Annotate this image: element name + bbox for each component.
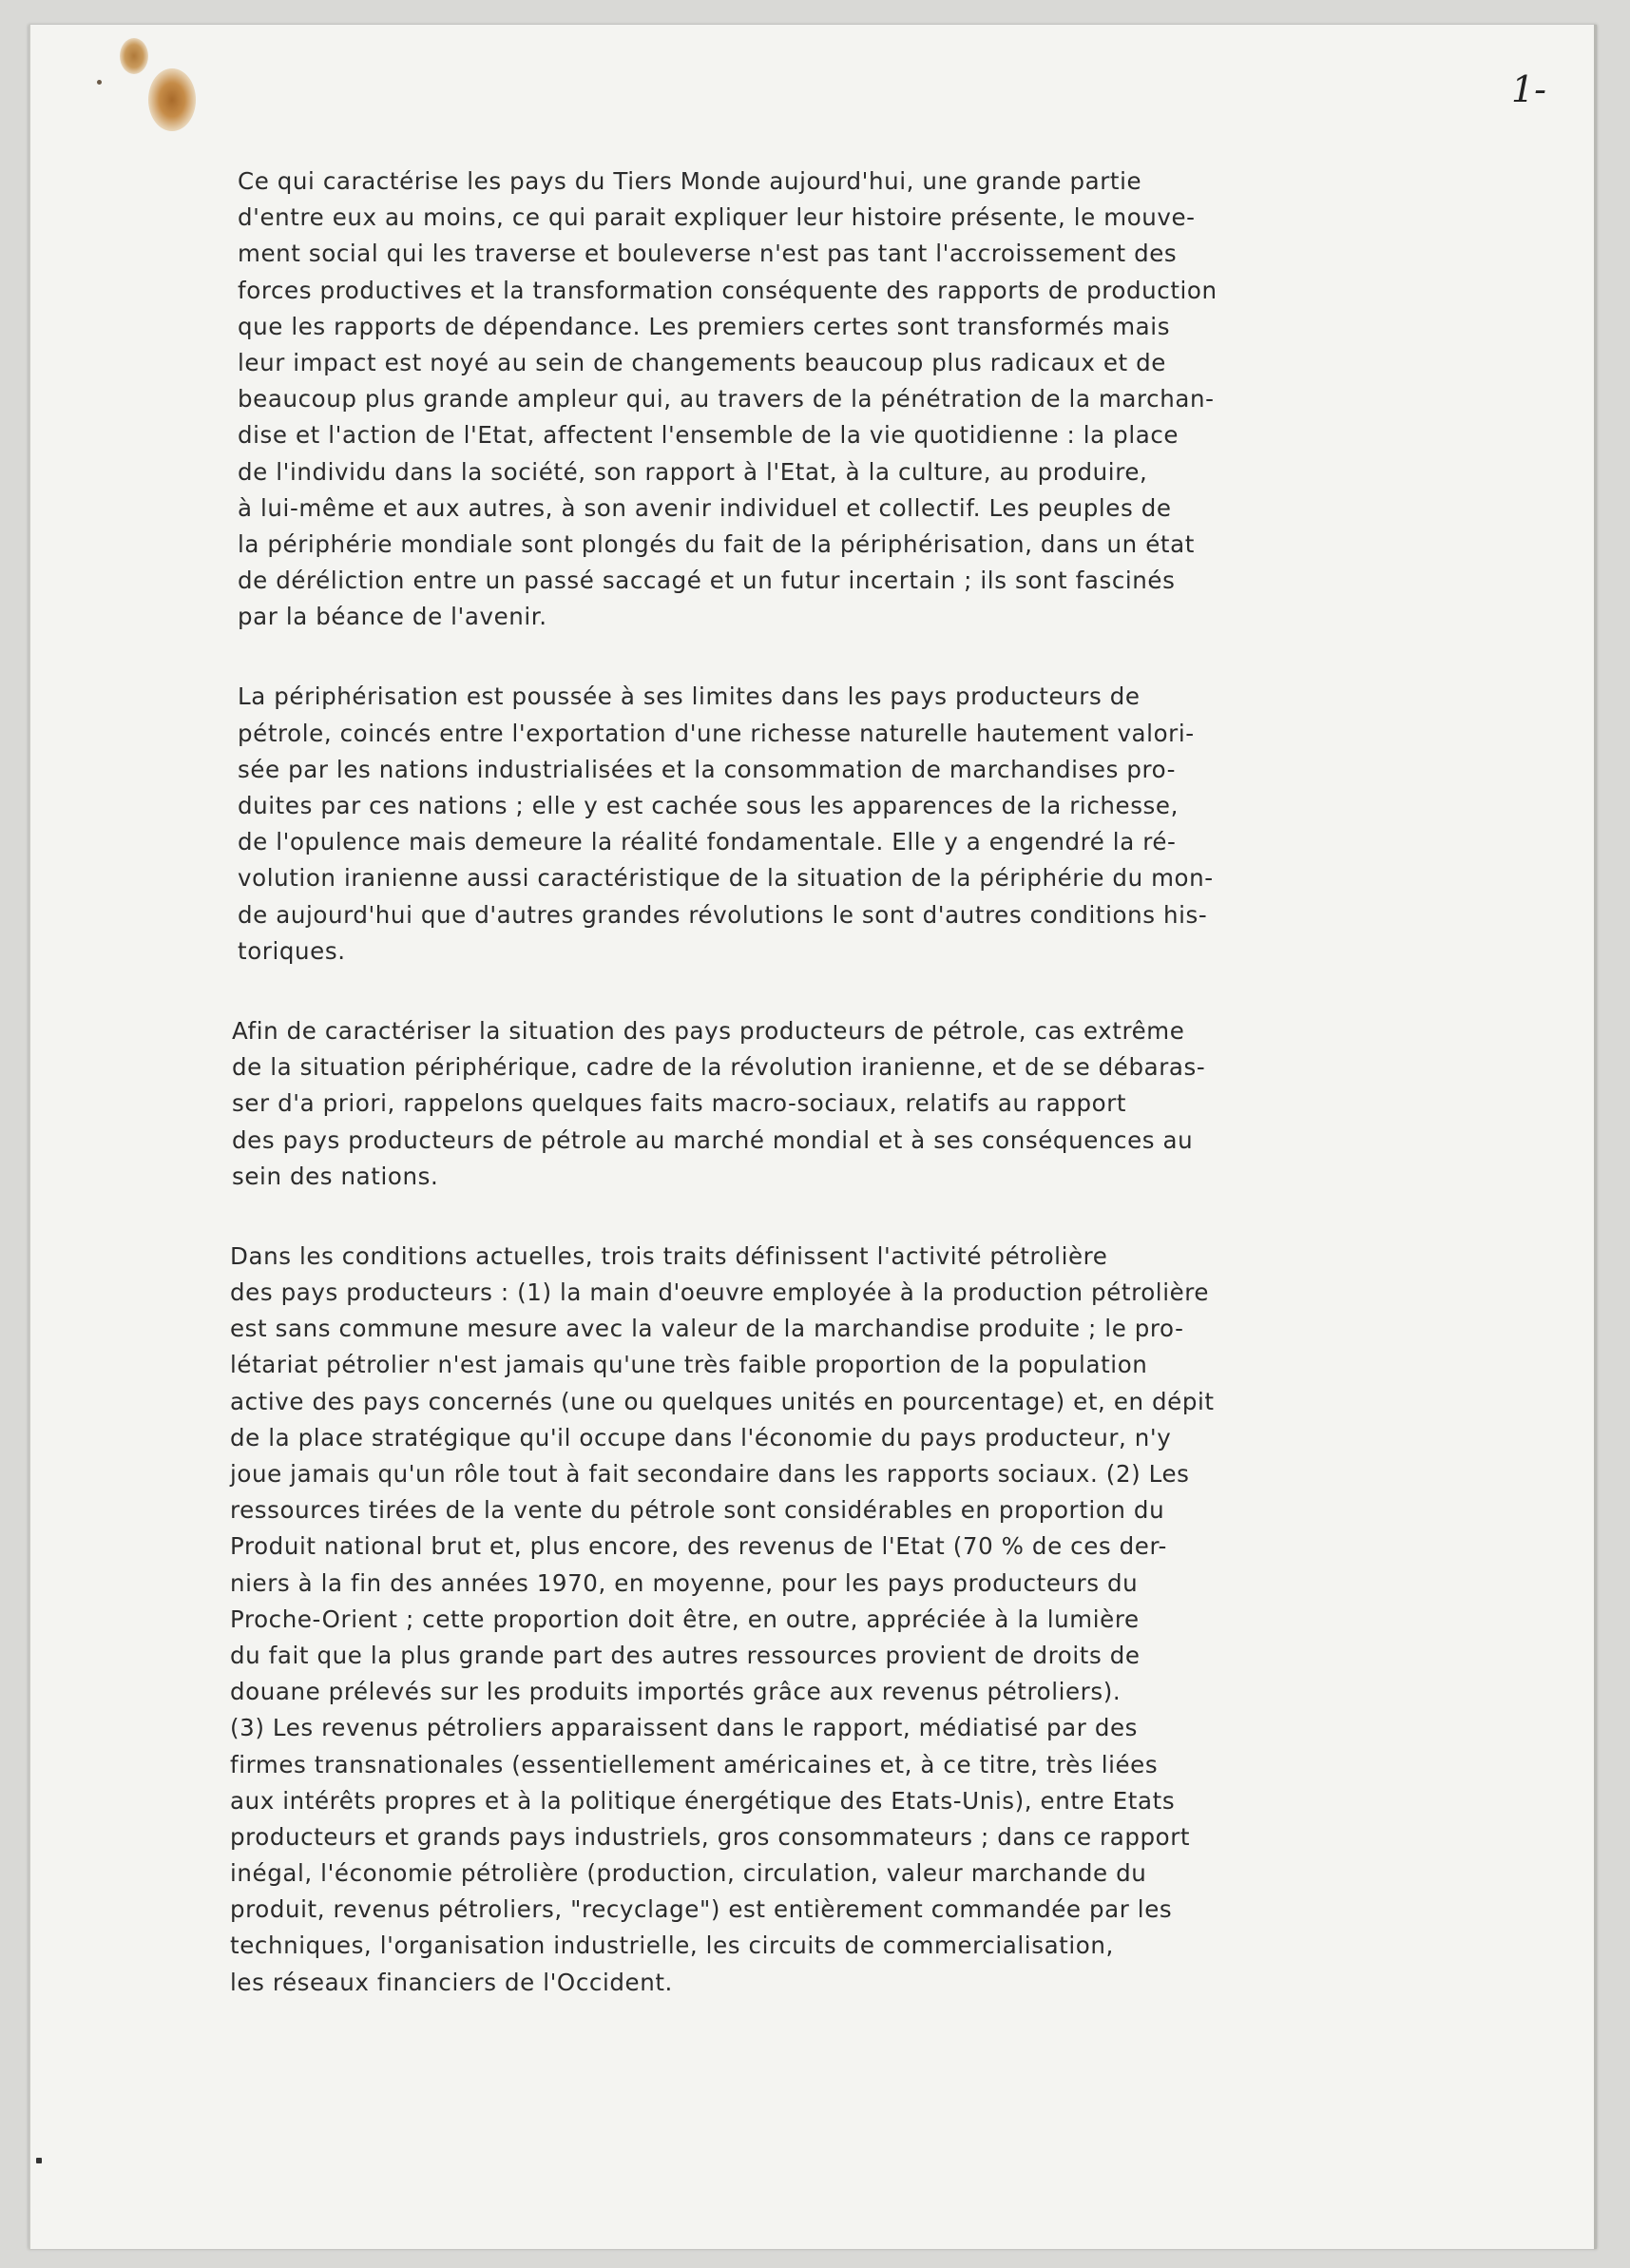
ink-speck <box>97 80 102 85</box>
text-line: active des pays concernés (une ou quelques unités en pourcentage) et, en dépit <box>230 1387 1215 1415</box>
paragraph-1 <box>238 163 1559 635</box>
paragraph-4 <box>230 1239 1559 2001</box>
stain-mark <box>148 68 196 131</box>
text-line: est sans commune mesure avec la valeur de la marchandise produite ; le pro- <box>230 1315 1184 1343</box>
text-line: sée par les nations industrialisées et la consommation de marchandises pro- <box>238 755 1177 783</box>
text-line: létariat pétrolier n'est jamais qu'une très faible proportion de la population <box>230 1351 1148 1379</box>
text-line: beaucoup plus grande ampleur qui, au travers de la pénétration de la marchan- <box>238 385 1215 413</box>
text-line: producteurs et grands pays industriels, gros consommateurs ; dans ce rapport <box>230 1822 1191 1851</box>
text-line: La périphérisation est poussée à ses limites dans les pays producteurs de <box>238 682 1141 711</box>
text-line: des pays producteurs de pétrole au marché mondial et à ses conséquences au <box>232 1125 1194 1154</box>
sheet-right-edge <box>1594 25 1597 2249</box>
text-line: joue jamais qu'un rôle tout à fait secondaire dans les rapports sociaux. (2) Les <box>230 1460 1190 1488</box>
text-line: Ce qui caractérise les pays du Tiers Monde aujourd'hui, une grande partie <box>238 167 1142 195</box>
text-line: pétrole, coincés entre l'exportation d'une richesse naturelle hautement valori- <box>238 719 1195 747</box>
text-line: de l'individu dans la société, son rapport à l'Etat, à la culture, au produire, <box>238 457 1148 486</box>
text-line: les réseaux financiers de l'Occident. <box>230 1968 673 1996</box>
text-line: Afin de caractériser la situation des pays producteurs de pétrole, cas extrême <box>232 1016 1185 1045</box>
text-line: sein des nations. <box>232 1162 439 1190</box>
text-line: Proche-Orient ; cette proportion doit être, en outre, appréciée à la lumière <box>230 1605 1140 1633</box>
text-line: toriques. <box>238 936 346 965</box>
paragraph-3 <box>232 1013 1559 1195</box>
text-line: Dans les conditions actuelles, trois traits définissent l'activité pétrolière <box>230 1241 1108 1270</box>
text-line: aux intérêts propres et à la politique énergétique des Etats-Unis), entre Etats <box>230 1786 1176 1815</box>
text-line: leur impact est noyé au sein de changements beaucoup plus radicaux et de <box>238 348 1166 376</box>
text-line: forces productives et la transformation conséquente des rapports de production <box>238 276 1218 304</box>
text-line: (3) Les revenus pétroliers apparaissent dans le rapport, médiatisé par des <box>230 1714 1139 1742</box>
text-line: douane prélevés sur les produits importés grâce aux revenus pétroliers). <box>230 1678 1122 1706</box>
text-line: du fait que la plus grande part des autres ressources provient de droits de <box>230 1641 1141 1669</box>
text-line: de l'opulence mais demeure la réalité fondamentale. Elle y a engendré la ré- <box>238 828 1177 856</box>
sheet-left-edge <box>29 25 30 2249</box>
text-line: Produit national brut et, plus encore, des revenus de l'Etat (70 % de ces der- <box>230 1532 1167 1561</box>
text-line: la périphérie mondiale sont plongés du fait de la périphérisation, dans un état <box>238 529 1195 558</box>
text-line: produit, revenus pétroliers, "recyclage") est entièrement commandée par les <box>230 1895 1173 1924</box>
text-line: de aujourd'hui que d'autres grandes révolutions le sont d'autres conditions his- <box>238 900 1208 929</box>
text-line: de la situation périphérique, cadre de la révolution iranienne, et de se débaras- <box>232 1053 1206 1082</box>
document-body <box>230 163 1559 2045</box>
text-line: par la béance de l'avenir. <box>238 603 547 631</box>
text-line: ment social qui les traverse et bouleverse n'est pas tant l'accroissement des <box>238 240 1178 268</box>
text-line: ressources tirées de la vente du pétrole sont considérables en proportion du <box>230 1496 1165 1525</box>
text-line: techniques, l'organisation industrielle, les circuits de commercialisation, <box>230 1932 1114 1960</box>
text-line: inégal, l'économie pétrolière (production, circulation, valeur marchande du <box>230 1859 1147 1888</box>
text-line: à lui-même et aux autres, à son avenir individuel et collectif. Les peuples de <box>238 493 1172 522</box>
text-line: de la place stratégique qu'il occupe dans l'économie du pays producteur, n'y <box>230 1423 1172 1451</box>
text-line: que les rapports de dépendance. Les premiers certes sont transformés mais <box>238 312 1171 340</box>
text-line: duites par ces nations ; elle y est cachée sous les apparences de la richesse, <box>238 792 1179 819</box>
text-line: d'entre eux au moins, ce qui parait expliquer leur histoire présente, le mouve- <box>238 203 1196 232</box>
text-line: de déréliction entre un passé saccagé et un futur incertain ; ils sont fascinés <box>238 567 1176 595</box>
ink-speck <box>36 2158 42 2163</box>
text-line: niers à la fin des années 1970, en moyenne, pour les pays producteurs du <box>230 1568 1139 1597</box>
text-line: ser d'a priori, rappelons quelques faits macro-sociaux, relatifs au rapport <box>232 1089 1127 1118</box>
stain-mark <box>120 38 148 74</box>
text-line: dise et l'action de l'Etat, affectent l'ensemble de la vie quotidienne : la place <box>238 421 1179 450</box>
text-line: volution iranienne aussi caractéristique de la situation de la périphérie du mon- <box>238 864 1214 893</box>
text-line: des pays producteurs : (1) la main d'oeuvre employée à la production pétrolière <box>230 1278 1210 1307</box>
text-line: firmes transnationales (essentiellement américaines et, à ce titre, très liées <box>230 1750 1159 1778</box>
page-number: 1- <box>1511 68 1547 110</box>
paragraph-2 <box>238 679 1559 970</box>
